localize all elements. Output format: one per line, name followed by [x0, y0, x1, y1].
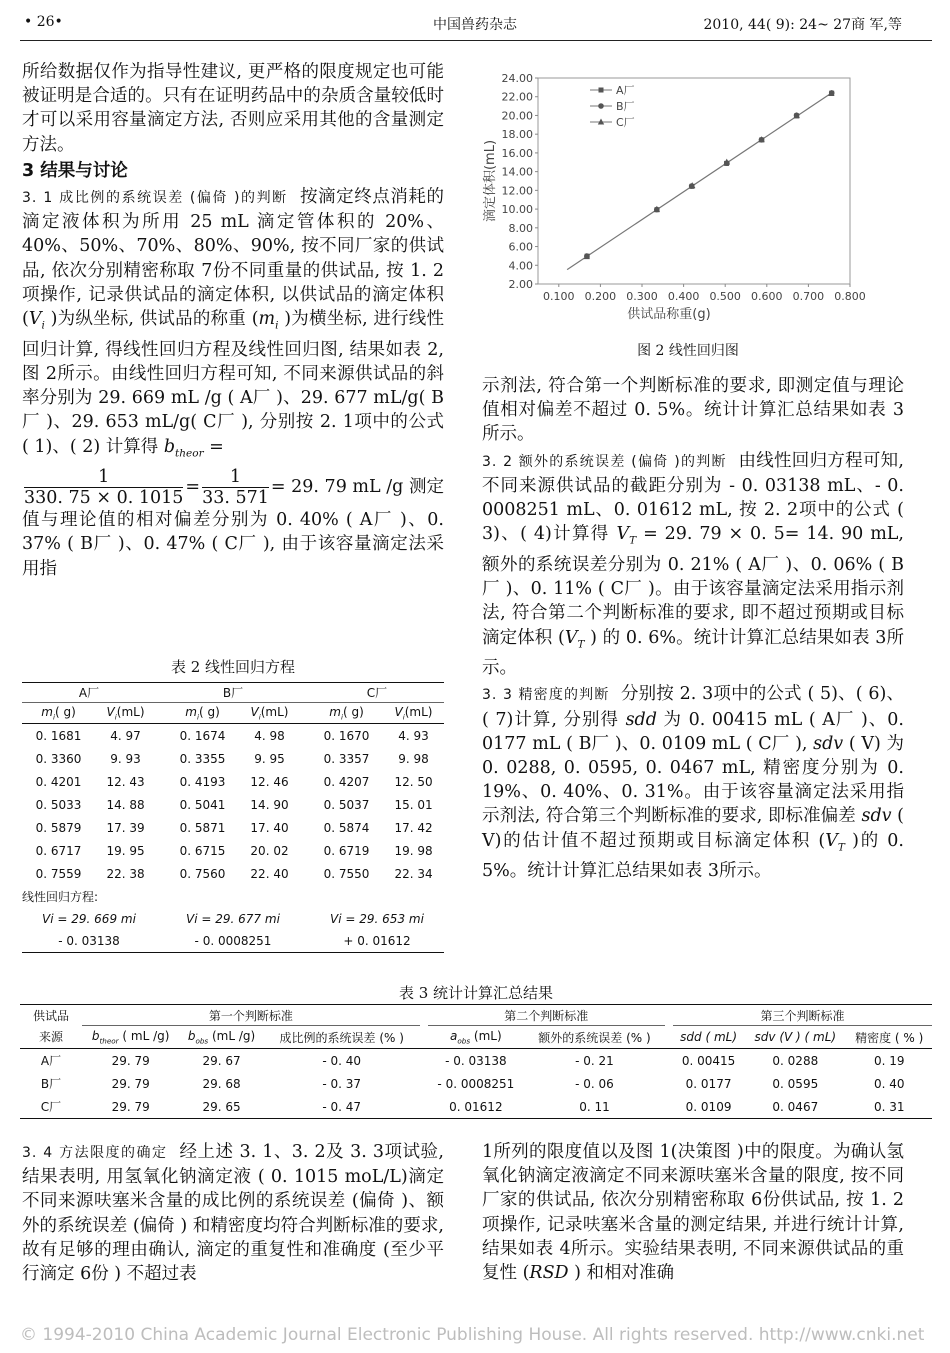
plot-area [538, 78, 850, 284]
y-tick-label: 16.00 [501, 146, 533, 160]
table-row: B厂 29. 79 29. 68 - 0. 37 - 0. 0008251 - 0. 06 0. 0177 0. 0595 0. 40 [40, 1076, 905, 1091]
y-tick-label: 10.00 [501, 203, 533, 217]
y-tick-label: 6.00 [508, 240, 533, 254]
table-row: 0. 7559 22. 38 0. 7560 22. 40 0. 7550 22. 34 [35, 866, 433, 881]
paragraph-3-2: 3. 2 额外的系统误差 (偏倚 )的判断 由线性回归方程可知, 不同来源供试品的截距分别为 - 0. 03138 mL、- 0. 0008251 mL、0. 01612 mL, 按 2. 2项中的公式 ( 3)、( 4)计算得 $V_T = 29$. 79 × 0. 5= 14. 90 mL, 额外的系统误差分别为 0. 21% ( A厂 )、0. 06% ( B厂 )、0. 11% ( C厂 )。由于该容量滴定法采用指示剂法, 符合第二个判断标准的要求, 即不超过预期或目标滴定体积 ($V_T$ ) 的 0. 6%。统计计算汇总结果如表 3所示。 [482, 450, 905, 679]
x-tick-label: 0.800 [834, 290, 866, 303]
subsection-3-3-heading: 3. 3 精密度的判断 [482, 687, 610, 704]
table-row: 0. 5879 17. 39 0. 5871 17. 40 0. 5874 17. 42 [35, 820, 433, 835]
figure-2-caption: 图 2 线性回归图 [637, 343, 739, 359]
fraction-2: $\frac{1}{33. 571}$ [202, 467, 269, 509]
legend-label: B厂 [616, 100, 635, 113]
table-2-group-a: A厂 [22, 683, 156, 703]
table-3-group-1: 第一个判断标准 [82, 1005, 420, 1026]
table-2-group-b: B厂 [166, 683, 300, 703]
x-tick-label: 0.500 [709, 290, 741, 303]
section-3-heading: 3 结果与讨论 [22, 160, 128, 181]
copyright-watermark: © 1994-2010 China Academic Journal Electronic Publishing House. All rights reserved. http://www.cnki.net [20, 1325, 925, 1345]
y-tick-label: 12.00 [501, 184, 533, 198]
x-tick-label: 0.300 [626, 290, 658, 303]
paragraph-3-4: 3. 4 方法限度的确定 经上述 3. 1、3. 2及 3. 3项试验, 结果表明, 用氢氧化钠滴定液 ( 0. 1015 moL/L)滴定不同来源呋塞米含量的成比例的系统误差 (偏倚 )、额外的系统误差 (偏倚 ) 和精密度均符合判断标准的要求, 故有足够的理由确认, 滴定的重复性和准确度 (至少平行滴定 6份 ) 不超过表 [22, 1142, 444, 1285]
subsection-3-2-heading: 3. 2 额外的系统误差 (偏倚 )的判断 [482, 453, 727, 470]
table-3-group-3: 第三个判断标准 [673, 1005, 932, 1026]
x-axis-label: 供试品称重(g) [627, 307, 711, 322]
table-row: C厂 29. 79 29. 65 - 0. 47 0. 01612 0. 11 0. 0109 0. 0467 0. 31 [20, 1095, 932, 1119]
table-2-caption: 表 2 线性回归方程 [170, 658, 296, 676]
x-tick-label: 0.400 [667, 290, 700, 303]
table-row: 0. 6717 19. 95 0. 6715 20. 02 0. 6719 19. 98 [35, 843, 433, 858]
right-column [482, 374, 904, 884]
legend-marker [598, 103, 604, 109]
figure-2-chart [478, 66, 898, 336]
legend-label: C厂 [616, 116, 635, 129]
y-tick-label: 18.00 [501, 128, 533, 142]
subsection-3-1-heading: 3. 1 成比例的系统误差 (偏倚 )的判断 [22, 190, 288, 207]
table-row: 0. 4201 12. 43 0. 4193 12. 46 0. 4207 12. 50 [35, 774, 433, 789]
x-tick-label: 0.100 [543, 290, 575, 303]
x-tick-label: 0.600 [751, 290, 783, 303]
y-tick-label: 20.00 [501, 109, 533, 123]
y-tick-label: 22.00 [501, 90, 533, 104]
table-3-header-sample: 供试品 [20, 1005, 82, 1026]
paragraph-3-1: 3. 1 成比例的系统误差 (偏倚 )的判断 按滴定终点消耗的滴定液体积为所用 25 mL 滴定管体积的 20%、40%、50%、70%、80%、90%, 按不同厂家的供试品, 依次分别精密称取 7份不同重量的供试品, 按 1. 2项操作, 记录供试品的滴定体积, 以供试品的滴定体积 ($V_i$ )为纵坐标, 供试品的称重 ($m_i$ )为横坐标, 进行线性回归计算, 得线性回归方程及线性回归图, 结果如表 2, 图 2所示。由线性回归方程可知, 不同来源供试品的斜率分别为 29. 669 mL /g ( A厂 )、29. 677 mL/g( B厂 )、29. 653 mL/g( C厂 ), 分别按 2. 1项中的公式 ( 1)、( 2) 计算得 $b_{theor}$ = [22, 187, 445, 460]
subsection-3-4-heading: 3. 4 方法限度的确定 [22, 1145, 168, 1161]
paragraph-3-3: 3. 3 精密度的判断 分别按 2. 3项中的公式 ( 5)、( 6)、( 7)计算, 分别得 sdd 为 0. 00415 mL ( A厂 )、0. 0177 mL ( B厂 )、0. 0109 mL ( C厂 ), sdv ( V) 为 0. 0288, 0. 0595, 0. 0467 mL, 精密度分别为 0. 19%、0. 40%、0. 31%。由于该容量滴定法采用指示剂法, 符合第三个判断标准的要求, 即标准偏差 sdv ( V)的估计值不超过预期或目标滴定体积 ($V_T$ )的 0. 5%。统计计算汇总结果如表 3所示。 [482, 684, 905, 882]
table-2 [22, 682, 444, 953]
bottom-right-column [482, 1140, 904, 1285]
y-tick-label: 8.00 [508, 221, 533, 235]
table-row: 0. 1681 4. 97 0. 1674 4. 98 0. 1670 4. 93 [35, 728, 429, 743]
table-2-group-c: C厂 [310, 683, 444, 703]
table-3 [20, 1004, 932, 1119]
table-3-column-headers: 来源 $b_{theor}$ ( mL /g) $b_{obs}$ (mL /g) 成比例的系统误差 (% ) $a_{obs}$ (mL) 额外的系统误差 (% ) sdd ( mL) sdv (V ) ( mL) 精密度 ( % ) [20, 1026, 932, 1049]
journal-name: 中国兽药杂志 [433, 17, 517, 33]
formula-paragraph: $\frac{1}{330. 75 \times 0. 1015}$ = $\frac{1}{33. 571}$ = 29. 79 mL /g 测定值与理论值的相对偏差分别为 0. 40% ( A厂 )、0. 37% ( B厂 )、0. 47% ( C厂 ), 由于该容量滴定法采用指 [22, 467, 444, 579]
table-2-column-headers: $m_i$( g) $V_i(mL)$ $m_i$( g) $V_i(mL)$ $m_i$( g) $V_i(mL)$ [22, 703, 444, 724]
table-row: 0. 5033 14. 88 0. 5041 14. 90 0. 5037 15. 01 [35, 797, 433, 812]
regression-equation-label: 线性回归方程: [22, 889, 99, 904]
header-rule [20, 40, 932, 41]
legend-marker [599, 88, 604, 93]
x-tick-label: 0.700 [792, 290, 825, 303]
regression-equation-line1: Vi = 29. 669 mi Vi = 29. 677 mi Vi = 29. 653 mi [42, 911, 424, 926]
table-3-group-2: 第二个判断标准 [428, 1005, 665, 1026]
legend-label: A厂 [616, 84, 635, 97]
regression-equation-line2: - 0. 03138 - 0. 0008251 + 0. 01612 [22, 930, 444, 953]
y-tick-label: 14.00 [501, 165, 533, 179]
fraction-1: $\frac{1}{330. 75 \times 0. 1015}$ [24, 467, 184, 509]
bottom-left-column [22, 1140, 444, 1286]
paragraph-continued: 示剂法, 符合第一个判断标准的要求, 即测定值与理论值相对偏差不超过 0. 5%。统计计算汇总结果如表 3所示。 [482, 376, 904, 445]
paragraph-intro: 所给数据仅作为指导性建议, 更严格的限度规定也可能被证明是合适的。只有在证明药品中的杂质含量较低时才可以采用容量滴定方法, 否则应采用其他的含量测定方法。 [22, 62, 444, 155]
paragraph-continued-bottom: 1所列的限度值以及图 1(决策图 )中的限度。为确认氢氧化钠滴定液滴定不同来源呋塞米含量的限度, 按不同厂家的供试品, 依次分别精密称取 6份供试品, 按 1. 2项操作, 记录呋塞米含量的测定结果, 并进行统计计算, 结果如表 4所示。实验结果表明, 不同来源供试品的重复性 (RSD ) 和相对准确 [482, 1142, 904, 1284]
citation: 2010, 44( 9): 24~ 27商 军,等 [703, 17, 902, 33]
table-3-caption: 表 3 统计计算汇总结果 [398, 984, 554, 1002]
y-tick-label: 4.00 [508, 259, 533, 273]
y-tick-label: 24.00 [501, 72, 533, 85]
page-number: • 26• [24, 14, 63, 30]
x-tick-label: 0.200 [584, 290, 617, 303]
left-column [22, 60, 444, 581]
table-row: A厂 29. 79 29. 67 - 0. 40 - 0. 03138 - 0. 21 0. 00415 0. 0288 0. 19 [40, 1053, 905, 1068]
y-axis-label: 滴定体积(mL) [483, 139, 498, 223]
y-tick-label: 2.00 [508, 278, 533, 291]
table-row: 0. 3360 9. 93 0. 3355 9. 95 0. 3357 9. 98 [35, 751, 429, 766]
